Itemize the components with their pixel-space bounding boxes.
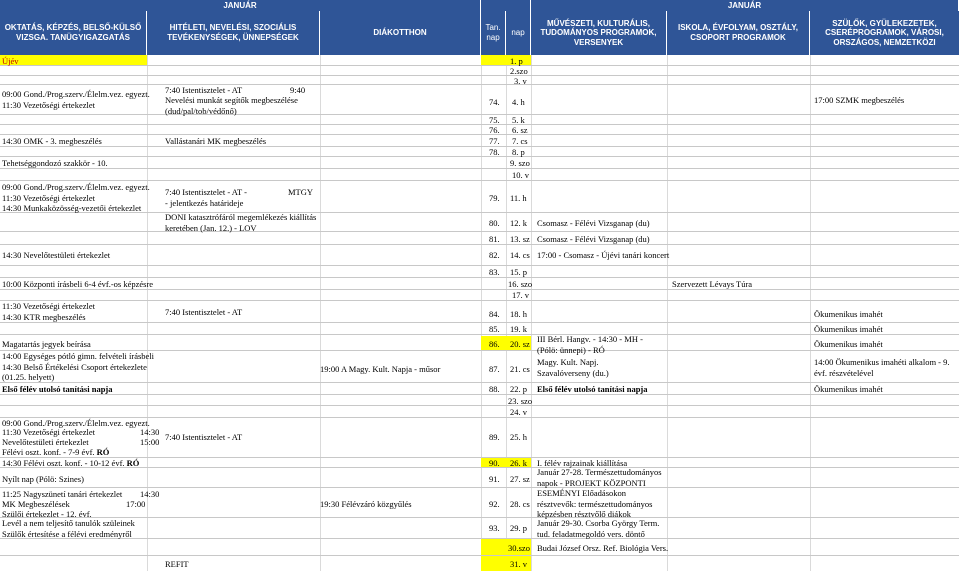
event-text: 14:30 Félévi oszt. konf. - 10-12 évf. RÓ: [2, 458, 140, 468]
grid-line: [667, 0, 668, 571]
day-label: 14. cs: [510, 250, 530, 260]
event-text: Nevelőtestületi értekezlet: [2, 437, 89, 447]
day-label: 11. h: [510, 193, 527, 203]
day-label: 22. p: [510, 384, 527, 394]
event-text: 7:40 Istentisztelet - AT: [165, 307, 243, 317]
event-text: Szülői értekezlet - 12. évf.: [2, 509, 92, 519]
day-label: 16. szo: [508, 279, 533, 289]
day-label: 25. h: [510, 432, 527, 442]
event-text: 11:25 Nagyszünetí tanári értekezlet: [2, 489, 123, 499]
event-text: Tehetséggondozó szakkör - 10.: [2, 158, 108, 168]
school-day: 85.: [489, 324, 500, 334]
event-text: Félévi oszt. konf. - 7-9 évf. RÓ: [2, 447, 110, 457]
header-dormitory: DIÁKOTTHON: [320, 11, 481, 55]
day-label: 27. sz: [510, 474, 530, 484]
event-text: 11:30 Vezetőségi értekezlet 14:30 KTR megbeszélés: [2, 301, 95, 322]
school-day: 81.: [489, 234, 500, 244]
day-label: 29. p: [510, 523, 527, 533]
event-text: Első félév utolsó tanítási napja: [537, 384, 648, 394]
event-text: Nyílt nap (Pólö: Szines): [2, 474, 84, 484]
school-day: 91.: [489, 474, 500, 484]
school-day: 84.: [489, 309, 500, 319]
school-day: 74.: [489, 97, 500, 107]
event-time: 14:30: [140, 489, 160, 499]
school-day: 89.: [489, 432, 500, 442]
day-label: 1. p: [510, 56, 523, 66]
header-school-day: Tan. nap: [481, 11, 506, 55]
month-label-right: JANUÁR: [531, 0, 959, 11]
day-label: 5. k: [512, 115, 525, 125]
school-day: 93.: [489, 523, 500, 533]
header-parents: SZÜLŐK, GYÜLEKEZETEK, CSERÉPROGRAMOK, VÁROSI, ORSZÁGOS, NEMZETKÖZI: [810, 11, 959, 55]
month-label-left: JANUÁR: [0, 0, 481, 11]
event-text: Nevelési munkát segítők megbeszélése (dud/pal/tob/védőnő): [165, 95, 298, 116]
school-day: 86.: [489, 339, 500, 349]
event-text: 11:30 Vezetőségi értekezlet: [2, 427, 95, 437]
event-text: 19:00 A Magy. Kult. Napja - műsor: [320, 364, 441, 374]
event-text: - jelentkezés határideje: [165, 198, 244, 208]
event-time: 17:00: [126, 499, 146, 509]
event-text: 14:30 Nevelőtestületi értekezlet: [2, 250, 111, 260]
day-label: 10. v: [512, 170, 529, 180]
school-day: 87.: [489, 364, 500, 374]
day-label: 26. k: [510, 458, 527, 468]
school-day: 83.: [489, 267, 500, 277]
event-text: 19:30 Félévzáró közgyűlés: [320, 499, 412, 509]
day-label: 6. sz: [512, 125, 528, 135]
school-day: 90.: [489, 458, 500, 468]
event-text: 17:00 SZMK megbeszélés: [814, 95, 905, 105]
school-day: 80.: [489, 218, 500, 228]
header-education: OKTATÁS, KÉPZÉS, BELSŐ-KÜLSŐ VIZSGA. TANÜGYIGAZGATÁS: [0, 11, 147, 55]
header-day: nap: [506, 11, 531, 55]
event-text: Levél a nem teljesítő tanulók szüleinek Szülők értesítése a félévi eredményről: [2, 518, 135, 539]
event-text: III Bérl. Hangv. - 14:30 - MH - (Pólö: ünnepi) - RÓ: [537, 334, 643, 355]
school-day: 76.: [489, 125, 500, 135]
event-text: MK Megbeszélések: [2, 499, 70, 509]
event-text: Szervezett Lévays Túra: [672, 279, 753, 289]
event-time: 14:30: [140, 427, 160, 437]
event-text: Január 27-28. Természettudományos napok - PROJEKT KÖZPONTI: [537, 467, 662, 488]
day-label: 30.szo: [508, 543, 530, 553]
school-day: 82.: [489, 250, 500, 260]
event-time: 9:40: [290, 85, 306, 95]
event-text: Ökumenikus imahét: [814, 339, 883, 349]
event-text: 10:00 Központi írásbeli 6-4 évf.-os képzésre: [2, 279, 154, 289]
highlight-day: [481, 55, 531, 65]
school-day: 77.: [489, 136, 500, 146]
highlight-row: [0, 55, 147, 65]
school-day: 92.: [489, 499, 500, 509]
school-day: 78.: [489, 147, 500, 157]
event-text: Magatartás jegyek beírása: [2, 339, 91, 349]
event-text: Ökumenikus imahét: [814, 384, 883, 394]
event-text: REFIT: [165, 559, 189, 569]
day-label: 13. sz: [510, 234, 530, 244]
month-gap: [481, 0, 531, 11]
event-text: 7:40 Istentisztelet - AT: [165, 85, 243, 95]
header-school-programs: ISKOLA, ÉVFOLYAM, OSZTÁLY, CSOPORT PROGRAMOK: [667, 11, 810, 55]
event-text: Csomasz - Félévi Vizsganap (du): [537, 218, 650, 228]
day-label: 2.szo: [510, 66, 528, 76]
header-arts: MŰVÉSZETI, KULTURÁLIS, TUDOMÁNYOS PROGRAMOK, VERSENYEK: [531, 11, 667, 55]
day-label: 21. cs: [510, 364, 530, 374]
day-label: 20. sz: [510, 339, 530, 349]
day-label: 18. h: [510, 309, 527, 319]
event-text: Ökumenikus imahét: [814, 324, 883, 334]
day-label: 31. v: [510, 559, 527, 569]
header-religious: HITÉLETI, NEVELÉSI, SZOCIÁLIS TEVÉKENYSÉGEK, ÜNNEPSÉGEK: [147, 11, 320, 55]
event-text: Újév: [2, 56, 19, 66]
grid-line: [506, 0, 507, 571]
event-text: ESEMÉNYI Előadásokon résztvevők: természettudományos képzésben résztvőlő diákok: [537, 488, 653, 520]
event-text: Csomasz - Félévi Vizsganap (du): [537, 234, 650, 244]
event-text: Vallástanári MK megbeszélés: [165, 136, 267, 146]
day-label: 9. szo: [510, 158, 530, 168]
event-text: 7:40 Istentisztelet - AT -: [165, 187, 247, 197]
event-text: 09:00 Gond./Prog.szerv./Élelm.vez. egyezt.: [2, 418, 150, 428]
event-text: Magy. Kult. Napj. Szavalóverseny (du.): [537, 357, 609, 378]
day-label: 23. szo: [508, 396, 533, 406]
day-label: 17. v: [512, 290, 529, 300]
grid-line: [810, 0, 811, 571]
day-label: 15. p: [510, 267, 527, 277]
event-text: 14:30 OMK - 3. megbeszélés: [2, 136, 102, 146]
event-text: 09:00 Gond./Prog.szerv./Élelm.vez. egyezt. 11:30 Vezetőségi értekezlet: [2, 89, 150, 110]
day-label: 8. p: [512, 147, 525, 157]
event-text: 17:00 - Csomasz - Újévi tanári koncert: [537, 250, 670, 260]
day-label: 4. h: [512, 97, 525, 107]
event-text: 7:40 Istentisztelet - AT: [165, 432, 243, 442]
event-text: 14:00 Ökumenikus imahéti alkalom - 9. évf. részvételével: [814, 357, 950, 378]
school-day: 79.: [489, 193, 500, 203]
event-text: DONI katasztrófáról megemlékezés kiállítás keretében (Jan. 12.) - LOV: [165, 212, 317, 233]
day-label: 24. v: [510, 407, 527, 417]
day-label: 7. cs: [512, 136, 528, 146]
event-text: Január 29-30. Csorba György Term. tud. feladatmegoldó vers. döntő: [537, 518, 660, 539]
day-label: 12. k: [510, 218, 527, 228]
event-time: 15:00: [140, 437, 160, 447]
school-day: 88.: [489, 384, 500, 394]
grid-line: [320, 0, 321, 571]
school-day: 75.: [489, 115, 500, 125]
day-label: 3. v: [514, 76, 527, 86]
event-text: I. félév rajzainak kiállítása: [537, 458, 628, 468]
event-text: 14:00 Egységes pótló gimn. felvételi írásbeli 14:30 Belső Értékelési Csoport értekezlete (01.25. helyett): [2, 351, 155, 383]
day-label: 19. k: [510, 324, 527, 334]
event-text: 09:00 Gond./Prog.szerv./Élelm.vez. egyezt. 11:30 Vezetőségi értekezlet 14:30 Munkaközösség-vezetői értekezlet: [2, 182, 150, 214]
event-text: Budai József Orsz. Ref. Biológia Vers.: [537, 543, 669, 553]
event-text: Első félév utolsó tanítási napja: [2, 384, 113, 394]
event-text: Ökumenikus imahét: [814, 309, 883, 319]
event-text: MTGY: [288, 187, 314, 197]
day-label: 28. cs: [510, 499, 530, 509]
grid-line: [481, 0, 482, 571]
